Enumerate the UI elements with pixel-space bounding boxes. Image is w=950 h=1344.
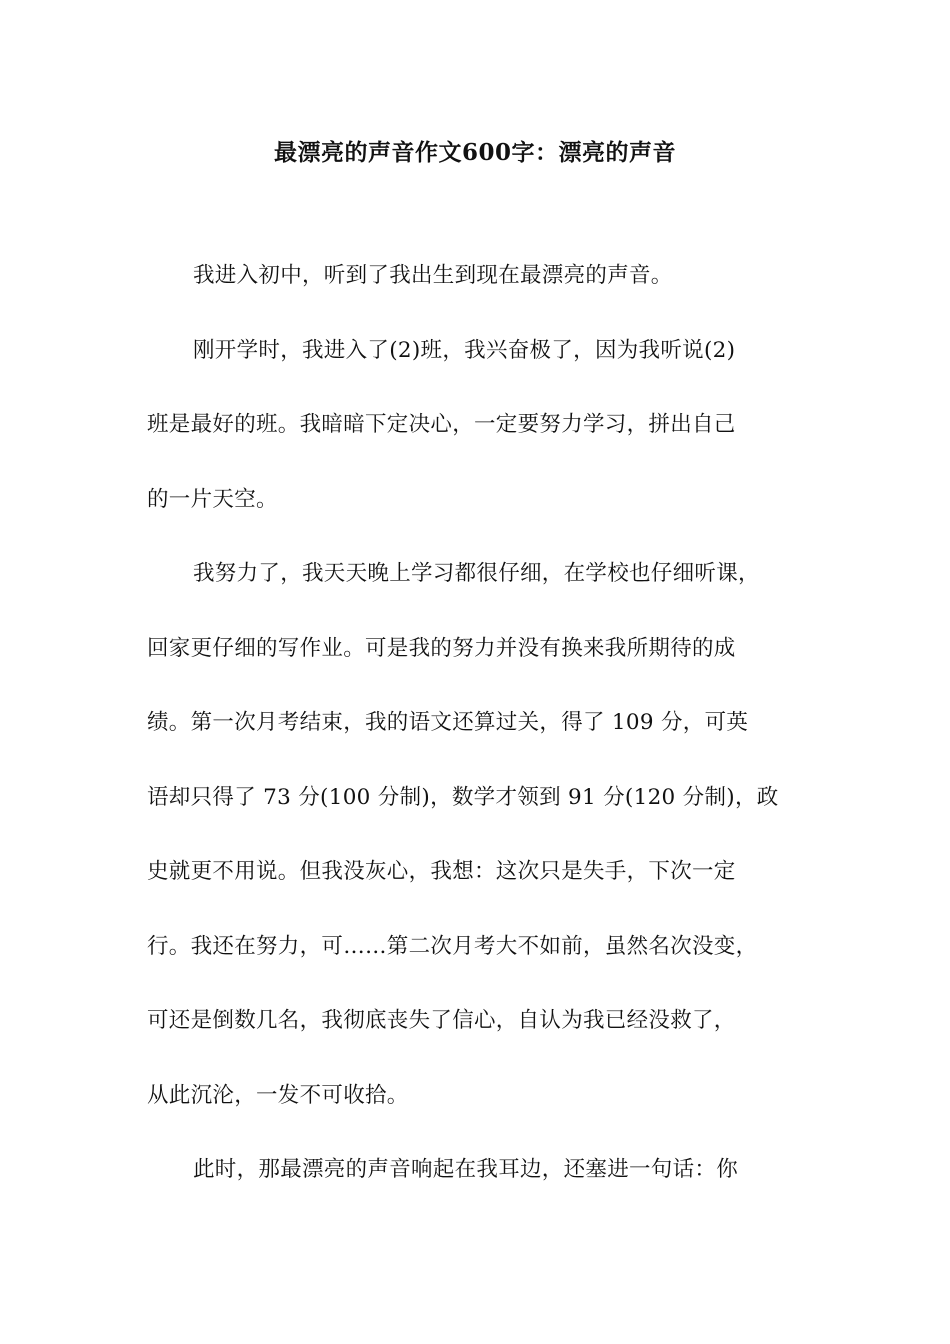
paragraph-3-line-3: 绩。第一次月考结束，我的语文还算过关，得了 109 分，可英 <box>147 710 749 735</box>
paragraph-3-line-1: 我努力了，我天天晚上学习都很仔细，在学校也仔细听课， <box>193 561 760 586</box>
document-body <box>147 256 817 1225</box>
paragraph-3-line-7: 可还是倒数几名，我彻底丧失了信心，自认为我已经没救了， <box>147 1008 736 1033</box>
paragraph-3-line-8: 从此沉沦，一发不可收拾。 <box>147 1082 409 1108</box>
paragraph-1-line-1: 我进入初中，听到了我出生到现在最漂亮的声音。 <box>193 263 673 288</box>
paragraph-3-line-5: 史就更不用说。但我没灰心，我想：这次只是失手，下次一定 <box>147 859 736 884</box>
paragraph-2-line-2: 班是最好的班。我暗暗下定决心，一定要努力学习，拼出自己 <box>147 412 736 437</box>
paragraph-2-line-1: 刚开学时，我进入了(2)班，我兴奋极了，因为我听说(2) <box>193 337 736 363</box>
paragraph-2-line-3: 的一片天空。 <box>147 486 278 512</box>
paragraph-3-line-2: 回家更仔细的写作业。可是我的努力并没有换来我所期待的成 <box>147 635 736 661</box>
document-title: 最漂亮的声音作文600字：漂亮的声音 <box>273 139 676 166</box>
paragraph-4-line-1: 此时，那最漂亮的声音响起在我耳边，还塞进一句话：你 <box>193 1157 739 1182</box>
paragraph-3-line-6: 行。我还在努力，可……第二次月考大不如前，虽然名次没变， <box>147 933 758 959</box>
paragraph-3-line-4: 语却只得了 73 分(100 分制)，数学才领到 91 分(120 分制)，政 <box>147 784 779 810</box>
